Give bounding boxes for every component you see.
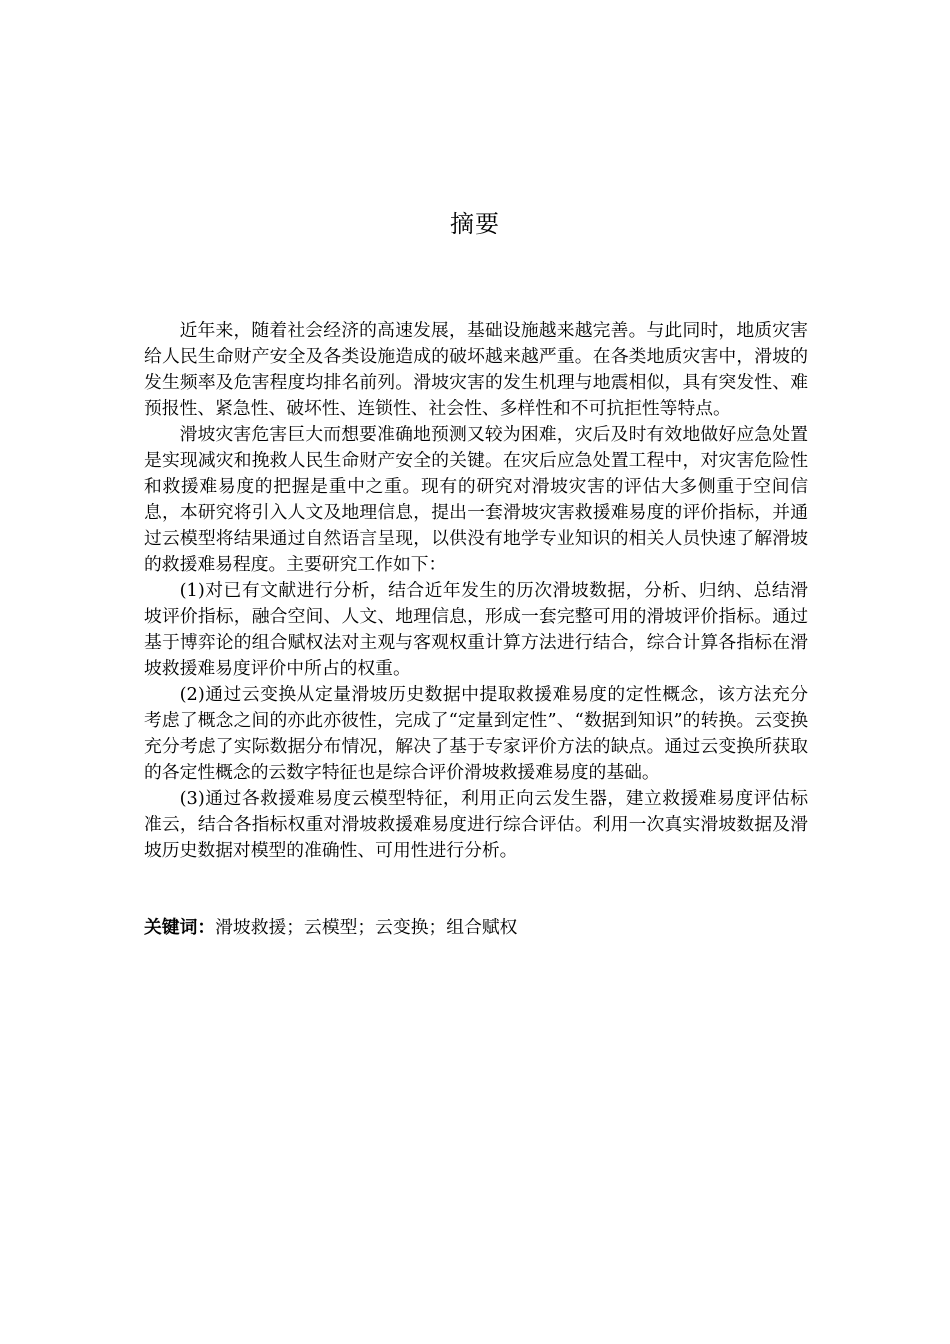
keywords-label: 关键词：	[144, 917, 216, 938]
keywords-line	[144, 915, 808, 941]
abstract-paragraph-1: 近年来，随着社会经济的高速发展，基础设施越来越完善。与此同时，地质灾害给人民生命财产安全及各类设施造成的破坏越来越严重。在各类地质灾害中，滑坡的发生频率及危害程度均排名前列。滑坡灾害的发生机理与地震相似，具有突发性、难预报性、紧急性、破坏性、连锁性、社会性、多样性和不可抗拒性等特点。	[144, 320, 808, 419]
abstract-paragraph-3: (1)对已有文献进行分析，结合近年发生的历次滑坡数据，分析、归纳、总结滑坡评价指标，融合空间、人文、地理信息，形成一套完整可用的滑坡评价指标。通过基于博弈论的组合赋权法对主观与客观权重计算方法进行结合，综合计算各指标在滑坡救援难易度评价中所占的权重。	[144, 580, 808, 679]
abstract-paragraph-5: (3)通过各救援难易度云模型特征，利用正向云发生器，建立救援难易度评估标准云，结合各指标权重对滑坡救援难易度进行综合评估。利用一次真实滑坡数据及滑坡历史数据对模型的准确性、可用性进行分析。	[144, 788, 808, 861]
abstract-body	[144, 318, 808, 864]
abstract-paragraph-2: 滑坡灾害危害巨大而想要准确地预测又较为困难，灾后及时有效地做好应急处置是实现减灾和挽救人民生命财产安全的关键。在灾后应急处置工程中，对灾害危险性和救援难易度的把握是重中之重。现有的研究对滑坡灾害的评估大多侧重于空间信息，本研究将引入人文及地理信息，提出一套滑坡灾害救援难易度的评价指标，并通过云模型将结果通过自然语言呈现，以供没有地学专业知识的相关人员快速了解滑坡的救援难易程度。主要研究工作如下：	[144, 424, 808, 575]
abstract-paragraph-4: (2)通过云变换从定量滑坡历史数据中提取救援难易度的定性概念，该方法充分考虑了概念之间的亦此亦彼性，完成了“定量到定性”、“数据到知识”的转换。云变换充分考虑了实际数据分布情况，解决了基于专家评价方法的缺点。通过云变换所获取的各定性概念的云数字特征也是综合评价滑坡救援难易度的基础。	[144, 684, 808, 783]
abstract-title: 摘要	[450, 210, 500, 238]
keywords-text: 滑坡救援；云模型；云变换；组合赋权	[215, 917, 518, 938]
